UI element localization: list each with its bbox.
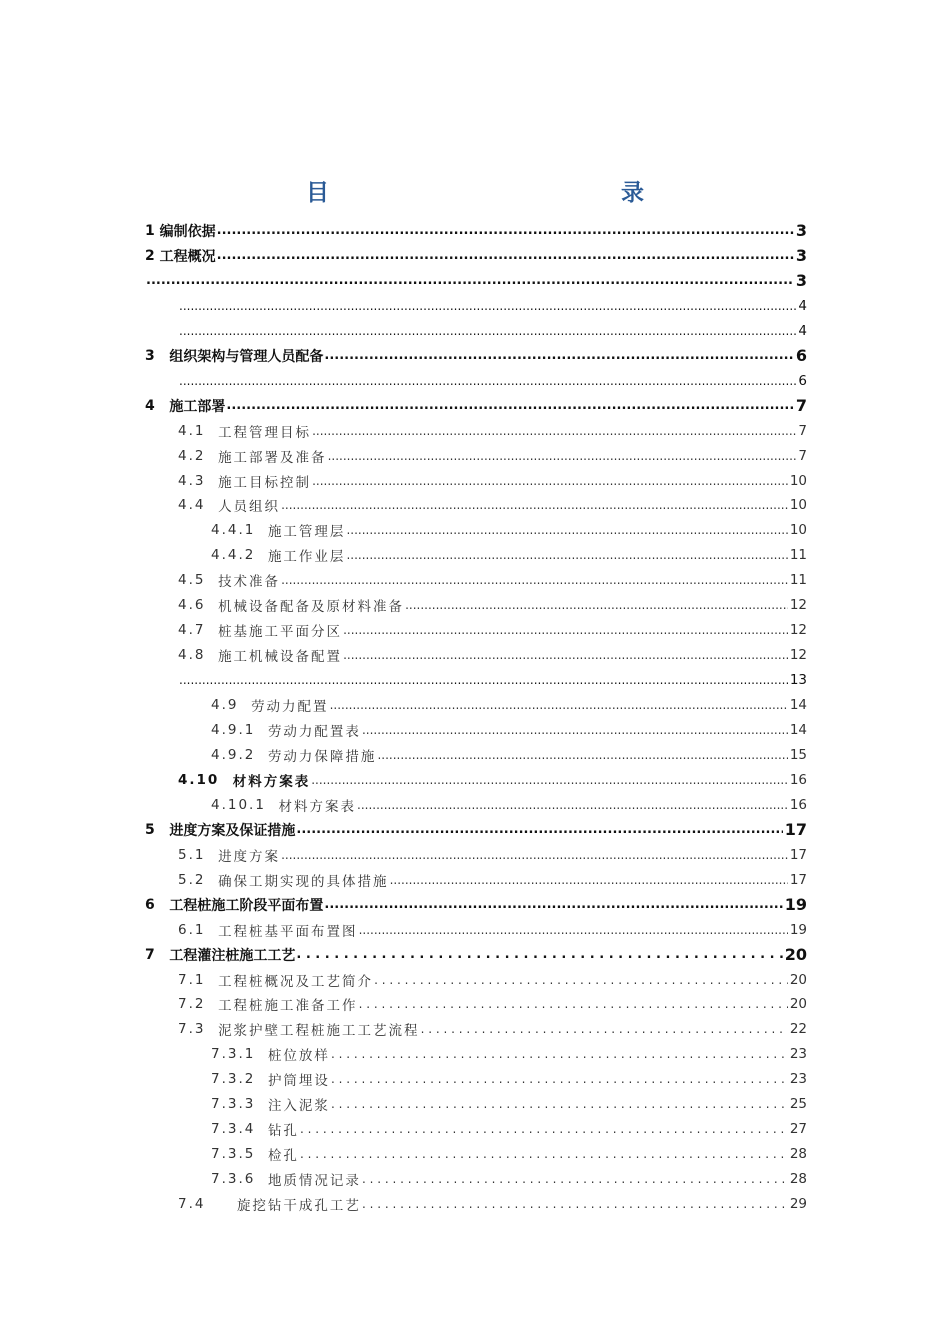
toc-entry-title: 旋挖钻干成孔工艺	[236, 1197, 361, 1214]
toc-entry-number: 7.4	[178, 1195, 237, 1212]
toc-entry-title: 工程桩施工阶段平面布置	[169, 897, 324, 914]
toc-leader-dots	[328, 450, 797, 462]
toc-leader-dots	[331, 1098, 788, 1110]
toc-entry-page: 16	[789, 796, 807, 813]
toc-entry[interactable]	[178, 443, 807, 468]
toc-entry-page: 3	[795, 221, 807, 240]
toc-entry-page: 10	[789, 521, 807, 538]
toc-entry-title: 工程概况	[159, 248, 216, 265]
toc-leader-dots	[362, 1198, 788, 1210]
toc-entry[interactable]	[211, 1116, 807, 1141]
toc-entry-number: 4.4.1	[211, 521, 268, 538]
toc-entry-title: 工程管理目标	[218, 424, 312, 441]
toc-entry-number: 4.3	[178, 472, 219, 489]
toc-entry-title: 施工作业层	[267, 548, 346, 565]
toc-leader-dots	[362, 1173, 788, 1185]
toc-leader-dots	[346, 549, 787, 561]
toc-entry-number: 4.10	[178, 771, 233, 788]
toc-entry-page: 11	[789, 546, 807, 563]
toc-leader-dots	[377, 749, 787, 761]
toc-entry-title: 组织架构与管理人员配备	[169, 348, 324, 365]
toc-entry[interactable]	[145, 393, 807, 418]
toc-entry-page: 4	[798, 297, 807, 314]
toc-entry-page: 3	[795, 246, 807, 265]
toc-entry-title: 施工机械设备配置	[218, 648, 343, 665]
toc-entry-number: 7.1	[178, 971, 219, 988]
toc-entry[interactable]	[178, 418, 807, 443]
toc-leader-dots	[281, 574, 788, 586]
toc-leader-dots	[281, 499, 788, 511]
toc-leader-dots	[217, 249, 794, 262]
toc-entry-page: 10	[789, 496, 807, 513]
toc-entry[interactable]	[211, 1166, 807, 1191]
toc-entry[interactable]	[145, 817, 807, 842]
toc-entry-title: 人员组织	[218, 498, 281, 515]
toc-entry-title: 护筒埋设	[267, 1072, 330, 1089]
toc-entry-number: 7.3	[178, 1020, 219, 1037]
toc-entry-page: 13	[789, 671, 807, 688]
toc-entry-page: 7	[798, 447, 807, 464]
toc-entry-title: 工程桩基平面布置图	[218, 923, 358, 940]
toc-entry-title: 桩基施工平面分区	[218, 623, 343, 640]
toc-entry[interactable]	[211, 542, 807, 567]
toc-entry[interactable]	[211, 692, 807, 717]
toc-leader-dots	[357, 799, 788, 811]
toc-entry-title: 检孔	[267, 1147, 299, 1164]
toc-entry-page: 4	[798, 322, 807, 339]
toc-leader-dots	[324, 898, 782, 911]
toc-entry-number: 7.3.6	[211, 1170, 268, 1187]
toc-entry-page: 17	[789, 871, 807, 888]
toc-entry-title: 泥浆护壁工程桩施工工艺流程	[218, 1022, 420, 1039]
toc-entry[interactable]	[145, 268, 807, 293]
toc-entry-page: 12	[789, 621, 807, 638]
toc-entry[interactable]	[178, 1016, 807, 1041]
toc-entry-number: 3	[145, 347, 170, 364]
toc-leader-dots	[226, 399, 793, 412]
toc-entry-title: 工程桩施工准备工作	[218, 997, 358, 1014]
toc-entry-page: 20	[789, 995, 807, 1012]
toc-entry-number: 4.4	[178, 496, 219, 513]
toc-entry-number: 4.4.2	[211, 546, 268, 563]
toc-entry-number: 5.1	[178, 846, 219, 863]
toc-entry-number: 4.9	[211, 696, 252, 713]
toc-entry-page: 14	[789, 721, 807, 738]
toc-entry-title: 工程灌注桩施工工艺	[169, 947, 296, 964]
toc-leader-dots	[359, 924, 788, 936]
toc-leader-dots	[300, 1123, 788, 1135]
toc-entry-number: 4.7	[178, 621, 219, 638]
toc-entry-title: 施工部署及准备	[218, 449, 327, 466]
toc-leader-dots	[296, 823, 782, 836]
toc-entry-page: 23	[789, 1045, 807, 1062]
toc-entry-number: 4.8	[178, 646, 219, 663]
toc-leader-dots	[330, 699, 788, 711]
toc-entry[interactable]	[211, 1091, 807, 1116]
toc-leader-dots	[359, 998, 788, 1010]
toc-entry-number: 4	[145, 397, 170, 414]
toc-leader-dots	[374, 974, 788, 986]
toc-entry-page: 28	[789, 1145, 807, 1162]
toc-entry-page: 19	[784, 895, 807, 914]
toc-entry-page: 17	[789, 846, 807, 863]
toc-entry[interactable]	[178, 293, 807, 318]
toc-entry-number: 1	[145, 222, 160, 239]
toc-entry-title: 材料方案表	[278, 798, 357, 815]
toc-entry[interactable]	[178, 767, 807, 792]
toc-entry-page: 6	[798, 372, 807, 389]
toc-leader-dots	[343, 624, 788, 636]
toc-entry[interactable]	[178, 468, 807, 493]
toc-entry-page: 29	[789, 1195, 807, 1212]
toc-leader-dots	[421, 1023, 788, 1035]
toc-entry-title: 机械设备配备及原材料准备	[218, 598, 405, 615]
toc-entry-page: 11	[789, 571, 807, 588]
toc-entry-page: 14	[789, 696, 807, 713]
toc-leader-dots	[343, 649, 788, 661]
toc-entry[interactable]	[211, 742, 807, 767]
toc-entry-page: 23	[789, 1070, 807, 1087]
toc-leader-dots	[281, 849, 788, 861]
toc-entry-page: 10	[789, 472, 807, 489]
toc-leader-dots	[300, 1148, 788, 1160]
toc-leader-dots	[390, 874, 788, 886]
toc-entry-title: 工程桩概况及工艺简介	[218, 973, 374, 990]
page-title: 目 录	[306, 180, 726, 206]
toc-entry-title: 劳动力配置表	[267, 723, 361, 740]
toc-entry-page: 22	[789, 1020, 807, 1037]
toc-entry-page: 20	[784, 945, 807, 964]
toc-entry-number: 2	[145, 247, 160, 264]
toc-entry-page: 16	[789, 771, 807, 788]
toc-entry[interactable]	[211, 1041, 807, 1066]
toc-entry[interactable]	[211, 792, 807, 817]
toc-entry-page: 19	[789, 921, 807, 938]
toc-entry-number: 7.3.2	[211, 1070, 268, 1087]
toc-entry-page: 15	[789, 746, 807, 763]
toc-entry-number: 7	[145, 946, 170, 963]
toc-leader-dots	[324, 349, 793, 362]
toc-entry-number: 6.1	[178, 921, 219, 938]
toc-entry[interactable]	[211, 1066, 807, 1091]
toc-leader-dots	[179, 325, 796, 337]
toc-entry-page: 6	[795, 346, 807, 365]
toc-entry[interactable]	[178, 842, 807, 867]
toc-leader-dots	[331, 1073, 788, 1085]
toc-entry[interactable]	[178, 567, 807, 592]
toc-entry[interactable]	[145, 942, 807, 967]
toc-leader-dots	[346, 524, 787, 536]
toc-entry[interactable]	[178, 592, 807, 617]
toc-entry[interactable]	[211, 1141, 807, 1166]
toc-entry-page: 3	[795, 271, 807, 290]
toc-entry[interactable]	[178, 967, 807, 992]
toc-entry-title: 注入泥浆	[267, 1097, 330, 1114]
toc-leader-dots	[179, 300, 796, 312]
toc-entry[interactable]	[178, 867, 807, 892]
toc-entry[interactable]	[178, 318, 807, 343]
toc-entry-page: 7	[795, 396, 807, 415]
toc-entry-page: 12	[789, 596, 807, 613]
toc-entry[interactable]	[145, 243, 807, 268]
toc-entry[interactable]	[211, 517, 807, 542]
toc-entry-number: 7.3.5	[211, 1145, 268, 1162]
toc-leader-dots	[296, 948, 782, 961]
toc-entry-page: 12	[789, 646, 807, 663]
toc-entry-page: 27	[789, 1120, 807, 1137]
toc-entry-title: 编制依据	[159, 223, 216, 240]
toc-entry-number: 5	[145, 821, 170, 838]
toc-entry-title: 确保工期实现的具体措施	[218, 873, 389, 890]
toc-entry-number: 6	[145, 896, 170, 913]
toc-leader-dots	[331, 1048, 788, 1060]
toc-leader-dots	[312, 425, 796, 437]
toc-leader-dots	[311, 774, 788, 786]
toc-leader-dots	[179, 375, 796, 387]
toc-leader-dots	[217, 224, 794, 237]
toc-entry[interactable]	[178, 617, 807, 642]
toc-entry-page: 7	[798, 422, 807, 439]
toc-entry[interactable]	[178, 917, 807, 942]
toc-entry-title: 施工部署	[169, 398, 226, 415]
toc-entry-number: 4.5	[178, 571, 219, 588]
toc-entry-page: 20	[789, 971, 807, 988]
toc-entry-title: 地质情况记录	[267, 1172, 361, 1189]
toc-entry-number: 7.2	[178, 995, 219, 1012]
toc-entry-title: 劳动力配置	[251, 698, 329, 715]
toc-entry-number: 7.3.3	[211, 1095, 268, 1112]
toc-entry-number: 5.2	[178, 871, 219, 888]
toc-entry-title: 劳动力保障措施	[267, 748, 377, 765]
toc-leader-dots	[312, 475, 788, 487]
toc-entry-number: 4.6	[178, 596, 219, 613]
toc-entry[interactable]	[178, 492, 807, 517]
toc-entry-number: 4.10.1	[211, 796, 279, 813]
toc-entry-title: 施工目标控制	[218, 474, 312, 491]
toc-entry-number: 4.9.2	[211, 746, 268, 763]
toc-entry[interactable]	[178, 642, 807, 667]
toc-entry-number: 7.3.4	[211, 1120, 268, 1137]
toc-entry[interactable]	[145, 218, 807, 243]
toc-entry[interactable]	[178, 991, 807, 1016]
toc-entry-number: 4.1	[178, 422, 219, 439]
toc-entry-title: 施工管理层	[267, 523, 346, 540]
toc-entry-number: 4.9.1	[211, 721, 268, 738]
toc-entry-title: 材料方案表	[232, 773, 311, 790]
toc-entry-page: 28	[789, 1170, 807, 1187]
toc-entry-page: 17	[784, 820, 807, 839]
toc-entry-title: 进度方案及保证措施	[169, 822, 296, 839]
toc-entry-title: 钻孔	[267, 1122, 299, 1139]
toc-entry-title: 桩位放样	[267, 1047, 330, 1064]
toc-entry[interactable]	[145, 343, 807, 368]
toc-entry-title: 技术准备	[218, 573, 281, 590]
toc-leader-dots	[362, 724, 788, 736]
toc-entry-title: 进度方案	[218, 848, 281, 865]
toc-entry[interactable]	[178, 368, 807, 393]
toc-leader-dots	[146, 274, 794, 287]
toc-entry[interactable]	[178, 1191, 807, 1216]
toc-entry[interactable]	[178, 667, 807, 692]
toc-entry-number: 4.2	[178, 447, 219, 464]
toc-leader-dots	[405, 599, 788, 611]
toc-leader-dots	[179, 674, 788, 686]
toc-entry[interactable]	[211, 717, 807, 742]
toc-entry[interactable]	[145, 892, 807, 917]
toc-entry-page: 25	[789, 1095, 807, 1112]
toc-entry-number: 7.3.1	[211, 1045, 268, 1062]
